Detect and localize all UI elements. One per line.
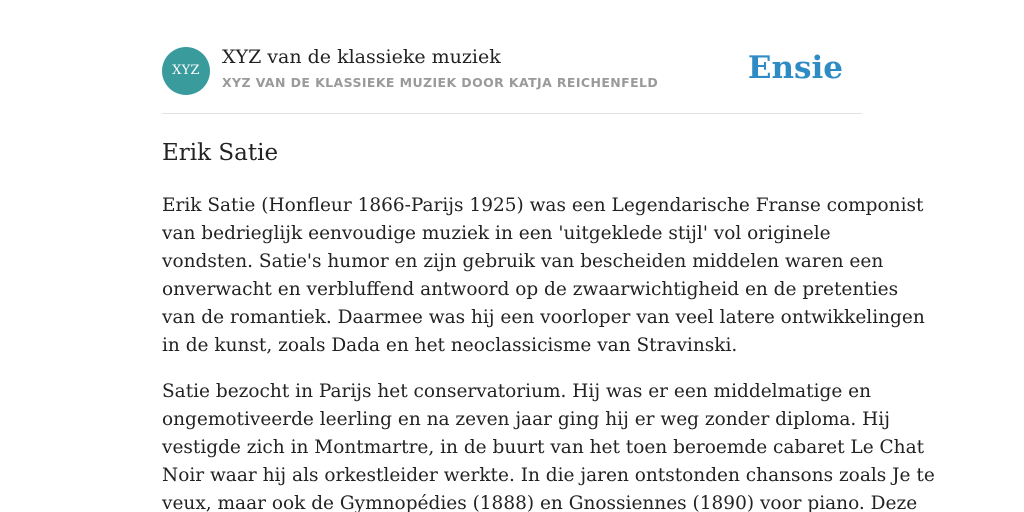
ensie-logo-link[interactable]: Ensie [747,50,843,86]
paragraph-line: Noir waar hij als orkestleider werkte. In die jaren ontstonden chansons zoals Je te [162,465,935,486]
book-subtitle: XYZ VAN DE KLASSIEKE MUZIEK DOOR KATJA REICHENFELD [222,75,659,90]
paragraph-line: van de romantiek. Daarmee was hij een voorloper van veel latere ontwikkelingen [162,307,925,328]
article [162,138,935,512]
paragraph-line: van bedrieglijk eenvoudige muziek in een 'uitgeklede stijl' vol originele [162,223,831,244]
paragraph-line: veux, maar ook de Gymnopédies (1888) en Gnossiennes (1890) voor piano. Deze [162,493,918,512]
article-title: Erik Satie [162,140,279,166]
paragraph-line: Erik Satie (Honfleur 1866-Parijs 1925) was een Legendarische Franse componist [162,195,924,216]
paragraph-line: onverwacht en verbluffend antwoord op de zwaarwichtigheid en de pretenties [162,279,899,300]
paragraph-line: vestigde zich in Montmartre, in de buurt van het toen beroemde cabaret Le Chat [162,437,925,458]
article-paragraph-1 [162,192,925,360]
article-paragraph-2 [162,378,935,512]
paragraph-line: ongemotiveerde leerling en na zeven jaar ging hij er weg zonder diploma. Hij [162,409,890,430]
paragraph-line: vondsten. Satie's humor en zijn gebruik van bescheiden middelen waren een [162,251,884,272]
paragraph-line: in de kunst, zoals Dada en het neoclassicisme van Stravinski. [162,335,738,356]
book-title[interactable]: XYZ van de klassieke muziek [222,46,501,68]
book-header [162,46,862,114]
paragraph-line: Satie bezocht in Parijs het conservatorium. Hij was er een middelmatige en [162,381,872,402]
book-avatar[interactable]: XYZ [162,47,210,95]
